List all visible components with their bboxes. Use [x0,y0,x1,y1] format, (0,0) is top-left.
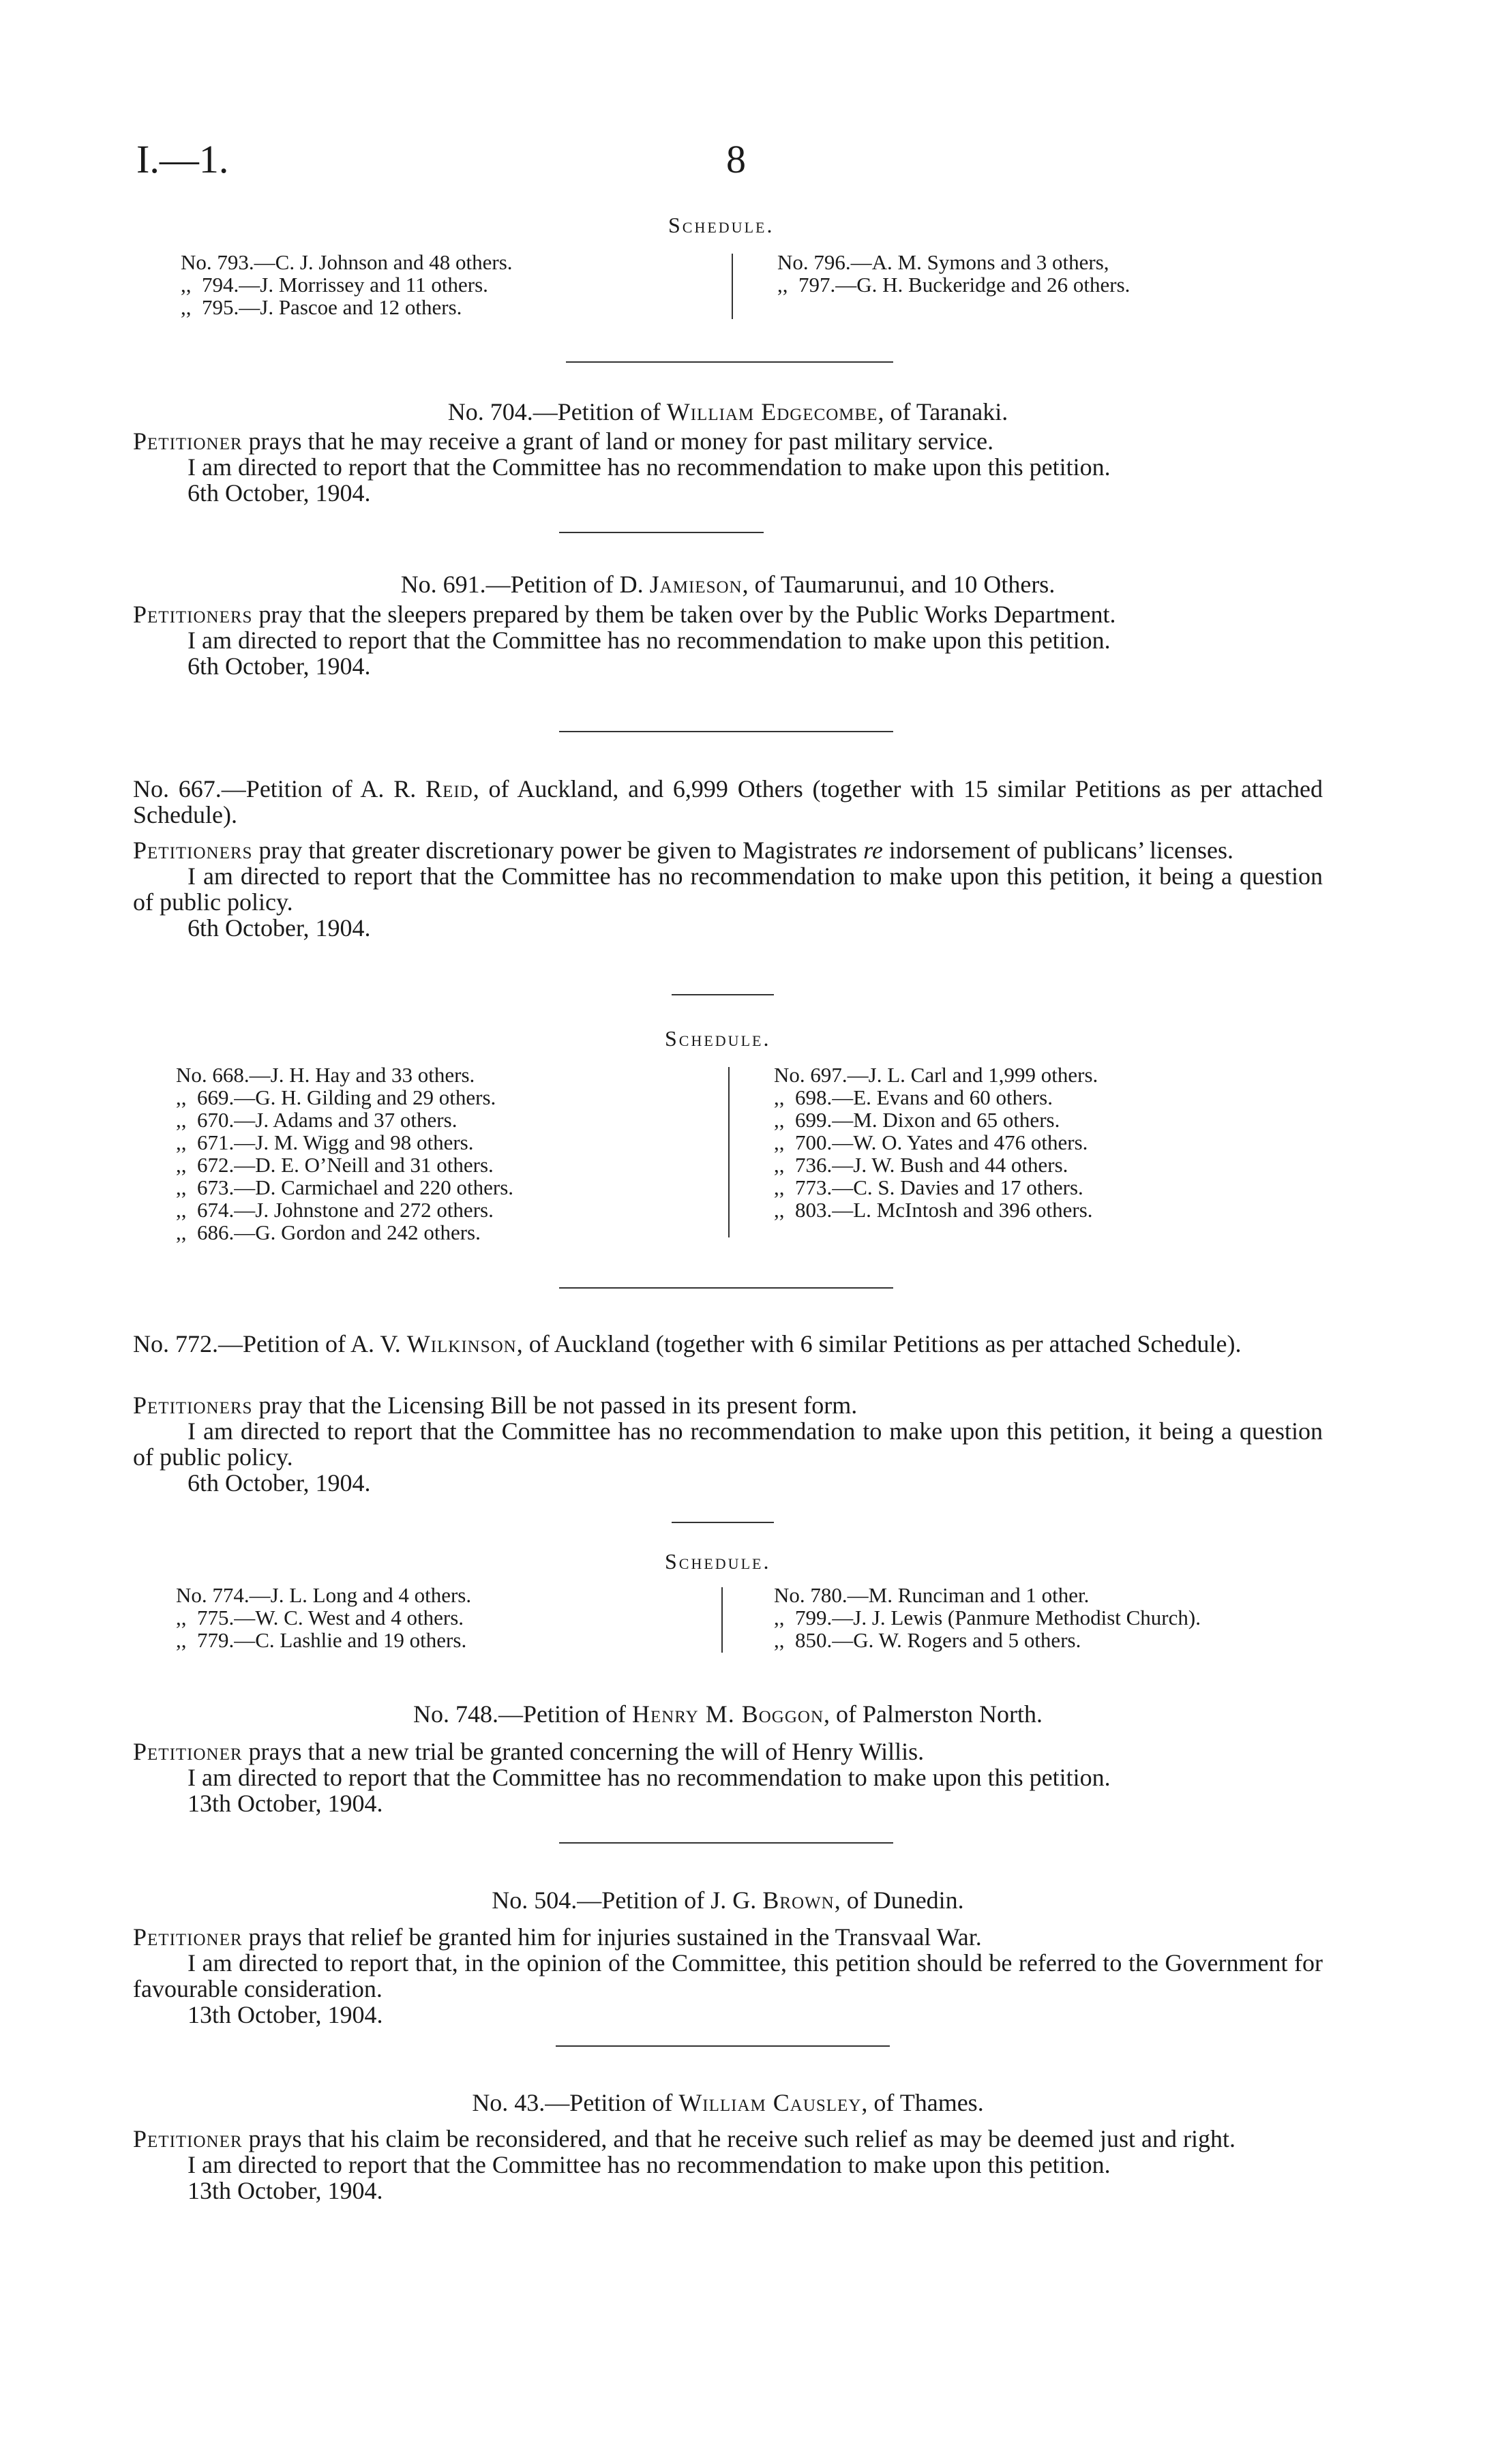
petition-heading: No. 704.—Petition of William Edgecombe, of Taranaki. [447,398,1008,425]
section-rule [559,1287,893,1289]
petition-body: Petitioner prays that a new trial be granted concerning the will of Henry Willis. I am directed to report that the Committee has no recommendation to make upon this petition. 13th October, 1904. [133,1739,1323,1816]
schedule-entry: ,, 699.—M. Dixon and 65 others. [774,1108,1060,1132]
section-rule [672,1522,774,1523]
schedule-entry: No. 780.—M. Runciman and 1 other. [774,1583,1090,1607]
schedule-entry: ,, 670.—J. Adams and 37 others. [176,1108,458,1132]
schedule-entry: ,, 698.—E. Evans and 60 others. [774,1085,1053,1109]
schedule-entry: ,, 794.—J. Morrissey and 11 others. [181,273,488,297]
section-rule [672,994,774,995]
schedule-entry: ,, 686.—G. Gordon and 242 others. [176,1220,481,1244]
schedule-right-column [774,1584,1201,1651]
schedule-title: Schedule. [665,1026,771,1051]
schedule-right-column [774,1064,1098,1221]
schedule-entry: ,, 850.—G. W. Rogers and 5 others. [774,1628,1081,1652]
schedule-title: Schedule. [665,1549,771,1574]
petition-heading: No. 772.—Petition of A. V. Wilkinson, of Auckland (together with 6 similar Petitions as per attached Schedule). [133,1330,1242,1357]
schedule-entry: No. 793.—C. J. Johnson and 48 others. [181,250,513,274]
section-rule [559,532,764,533]
petition-body: Petitioners pray that the Licensing Bill be not passed in its present form. I am directed to report that the Committee has no recommendation to make upon this petition, it being a question of public policy. 6th October, 1904. [133,1392,1323,1497]
schedule-entry: No. 668.—J. H. Hay and 33 others. [176,1063,475,1087]
petition-heading: No. 504.—Petition of J. G. Brown, of Dunedin. [492,1887,964,1914]
petition-heading: No. 43.—Petition of William Causley, of Thames. [472,2089,984,2116]
petition-body: Petitioners pray that the sleepers prepared by them be taken over by the Public Works Department. I am directed to report that the Committee has no recommendation to make upon this petition. 6th October, 1904. [133,601,1323,679]
petition-date: 6th October, 1904. [188,652,371,680]
petition-date: 6th October, 1904. [188,914,371,942]
schedule-entry: ,, 671.—J. M. Wigg and 98 others. [176,1130,474,1154]
schedule-entry: ,, 775.—W. C. West and 4 others. [176,1606,464,1629]
schedule-entry: ,, 736.—J. W. Bush and 44 others. [774,1153,1068,1177]
schedule-entry: ,, 797.—G. H. Buckeridge and 26 others. [777,273,1130,297]
schedule-right-column [777,251,1130,296]
petition-body: Petitioner prays that relief be granted him for injuries sustained in the Transvaal War. I am directed to report that, in the opinion of the Committee, this petition should be referred to the Government for favourable consideration. 13th October, 1904. [133,1923,1323,2028]
petition-date: 13th October, 1904. [188,1790,383,1817]
schedule-entry: ,, 669.—G. H. Gilding and 29 others. [176,1085,496,1109]
schedule-entry: ,, 779.—C. Lashlie and 19 others. [176,1628,467,1652]
schedule-entry: No. 796.—A. M. Symons and 3 others, [777,250,1109,274]
section-rule [556,2045,890,2047]
schedule-entry: ,, 773.—C. S. Davies and 17 others. [774,1175,1083,1199]
petition-date: 13th October, 1904. [188,2177,383,2204]
petition-heading: No. 667.—Petition of A. R. Reid, of Auckland, and 6,999 Others (together with 15 similar Petitions as per attached Schedule). [133,775,1323,828]
schedule-entry: ,, 674.—J. Johnstone and 272 others. [176,1198,494,1222]
paper-reference: I.—1. [136,137,229,181]
schedule-entry: ,, 795.—J. Pascoe and 12 others. [181,295,462,319]
schedule-divider [728,1067,730,1237]
schedule-entry: ,, 700.—W. O. Yates and 476 others. [774,1130,1088,1154]
section-rule [559,1842,893,1844]
page-number: 8 [726,137,746,181]
schedule-left-column [176,1584,471,1651]
schedule-entry: ,, 799.—J. J. Lewis (Panmure Methodist Church). [774,1606,1201,1629]
petition-body: Petitioners pray that greater discretionary power be given to Magistrates re indorsement of publicans’ licenses. I am directed to report that the Committee has no recommendation to make upon this petition, it being a question of public policy. 6th October, 1904. [133,837,1323,942]
petition-body: Petitioner prays that his claim be reconsidered, and that he receive such relief as may be deemed just and right. I am directed to report that the Committee has no recommendation to make upon this petition. 13th October, 1904. [133,2126,1323,2204]
schedule-entry: ,, 673.—D. Carmichael and 220 others. [176,1175,514,1199]
section-rule [559,731,893,732]
petition-heading: No. 691.—Petition of D. Jamieson, of Taumarunui, and 10 Others. [400,571,1055,598]
petition-date: 6th October, 1904. [188,1469,371,1497]
schedule-entry: ,, 672.—D. E. O’Neill and 31 others. [176,1153,494,1177]
schedule-divider [732,254,733,319]
schedule-entry: No. 774.—J. L. Long and 4 others. [176,1583,472,1607]
petition-body: Petitioner prays that he may receive a grant of land or money for past military service. I am directed to report that the Committee has no recommendation to make upon this petition. 6th October, 1904. [133,428,1323,506]
petition-date: 13th October, 1904. [188,2001,383,2028]
petition-heading: No. 748.—Petition of Henry M. Boggon, of Palmerston North. [413,1700,1043,1728]
schedule-entry: ,, 803.—L. McIntosh and 396 others. [774,1198,1093,1222]
petition-date: 6th October, 1904. [188,479,371,507]
section-rule [566,361,893,363]
schedule-left-column [181,251,513,318]
schedule-divider [721,1587,723,1653]
schedule-title: Schedule. [668,213,775,237]
schedule-left-column [176,1064,513,1244]
schedule-entry: No. 697.—J. L. Carl and 1,999 others. [774,1063,1098,1087]
